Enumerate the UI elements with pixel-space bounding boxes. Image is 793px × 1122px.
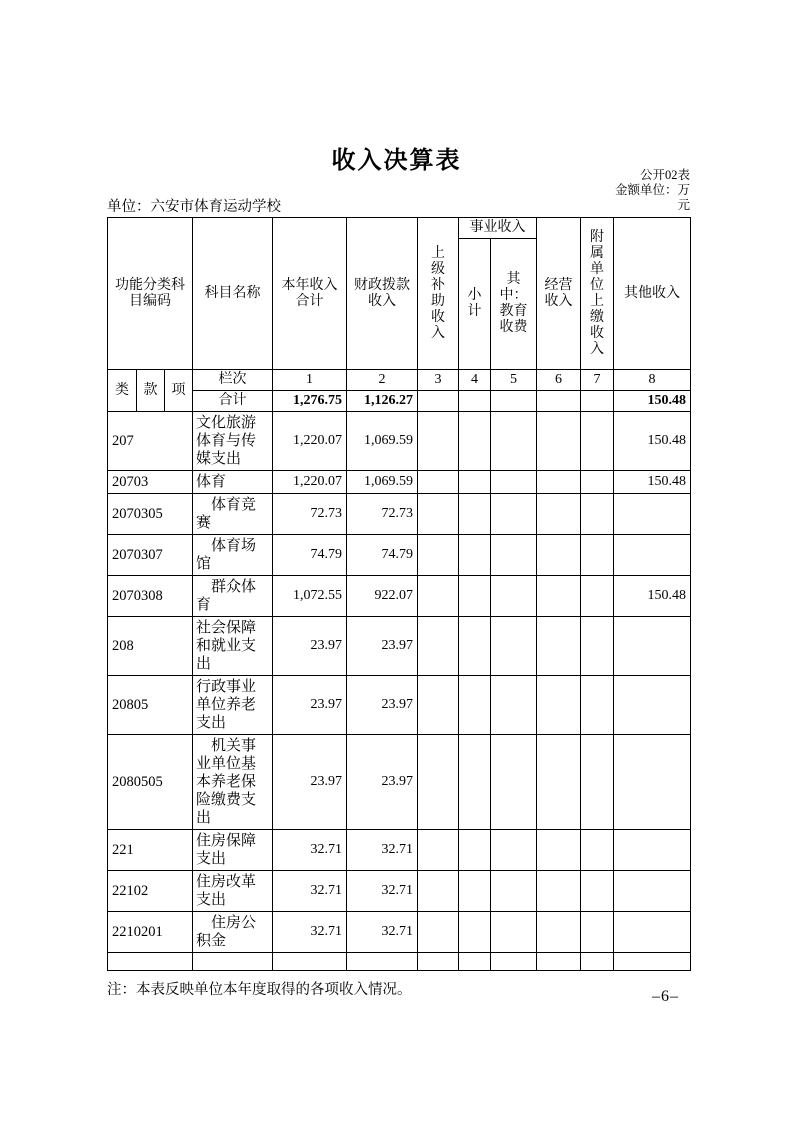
row-value-col-3 [418,830,459,871]
row-value-col-5 [491,535,537,576]
row-value-col-8 [614,735,691,830]
row-value-col-4 [459,617,491,676]
row-value-col-6 [537,735,581,830]
row-value-col-4 [459,953,491,971]
col-header-fiscal-appropriation: 财政拨款 收入 [347,218,418,370]
row-value-col-3 [418,412,459,471]
row-value-col-8 [614,494,691,535]
row-value-col-7 [581,735,614,830]
total-value-7 [581,391,614,412]
col-header-education-fee: 其 中： 教育 收费 [491,239,537,370]
table-row [108,735,691,830]
row-function-code: 221 [108,830,193,871]
row-value-col-4 [459,676,491,735]
row-value-col-5 [491,576,537,617]
total-value-6 [537,391,581,412]
row-subject-name [193,953,273,971]
table-row [108,871,691,912]
row-function-code: 2070307 [108,535,193,576]
row-value-col-1: 72.73 [273,494,347,535]
row-value-col-5 [491,830,537,871]
row-subject-name: 行政事业 单位养老 支出 [193,676,273,735]
row-value-col-5 [491,871,537,912]
table-row [108,676,691,735]
row-value-col-2: 922.07 [347,576,418,617]
row-value-col-6 [537,576,581,617]
row-value-col-7 [581,494,614,535]
total-row-label: 合计 [193,391,273,412]
row-value-col-1: 1,072.55 [273,576,347,617]
row-value-col-8 [614,830,691,871]
col-header-class: 类 [108,370,137,412]
row-value-col-6 [537,830,581,871]
row-subject-name: 体育竞 赛 [193,494,273,535]
row-subject-name: 社会保障 和就业支 出 [193,617,273,676]
row-function-code: 22102 [108,871,193,912]
row-value-col-8 [614,676,691,735]
row-value-col-4 [459,912,491,953]
table-area [107,198,690,999]
amount-unit-label-wrap: 元 [677,198,690,212]
col-header-operating-income: 经营 收入 [537,218,581,370]
row-value-col-5 [491,676,537,735]
row-value-col-2: 23.97 [347,676,418,735]
row-value-col-4 [459,576,491,617]
table-row [108,617,691,676]
column-index-6: 6 [537,370,581,391]
grand-total-row [108,391,691,412]
row-value-col-7 [581,412,614,471]
row-value-col-7 [581,871,614,912]
form-code-label: 公开02表 [639,168,690,182]
row-value-col-8 [614,871,691,912]
total-value-8: 150.48 [614,391,691,412]
col-header-section: 款 [137,370,165,412]
row-value-col-2: 1,069.59 [347,412,418,471]
row-value-col-7 [581,676,614,735]
row-value-col-1: 32.71 [273,830,347,871]
total-value-5 [491,391,537,412]
row-value-col-3 [418,953,459,971]
row-value-col-1: 1,220.07 [273,471,347,494]
row-value-col-4 [459,735,491,830]
row-subject-name: 体育场 馆 [193,535,273,576]
row-function-code: 2070305 [108,494,193,535]
total-value-2: 1,126.27 [347,391,418,412]
row-value-col-5 [491,735,537,830]
row-value-col-4 [459,830,491,871]
column-index-3: 3 [418,370,459,391]
row-value-col-5 [491,494,537,535]
row-value-col-6 [537,676,581,735]
table-row [108,412,691,471]
row-value-col-3 [418,871,459,912]
col-header-affiliated-unit-income: 附 属 单 位 上 缴 收 入 [581,218,614,370]
row-value-col-6 [537,471,581,494]
total-value-4 [459,391,491,412]
row-value-col-1: 32.71 [273,912,347,953]
row-value-col-8 [614,953,691,971]
unit-label: 单位：六安市体育运动学校 [107,199,281,215]
row-value-col-1: 23.97 [273,617,347,676]
table-row [108,471,691,494]
row-value-col-2: 32.71 [347,830,418,871]
row-subject-name: 机关事 业单位基 本养老保 险缴费支 出 [193,735,273,830]
column-index-1: 1 [273,370,347,391]
col-header-business-income: 事业收入 [459,218,537,239]
row-value-col-7 [581,576,614,617]
table-row [108,494,691,535]
column-index-8: 8 [614,370,691,391]
row-value-col-3 [418,535,459,576]
row-value-col-3 [418,494,459,535]
table-row [108,535,691,576]
row-value-col-4 [459,871,491,912]
column-index-7: 7 [581,370,614,391]
row-value-col-4 [459,412,491,471]
row-subject-name: 文化旅游 体育与传 媒支出 [193,412,273,471]
row-function-code: 208 [108,617,193,676]
row-value-col-2: 1,069.59 [347,471,418,494]
table-note: 注：本表反映单位本年度取得的各项收入情况。 [107,982,412,998]
row-value-col-8 [614,617,691,676]
row-value-col-6 [537,494,581,535]
total-value-1: 1,276.75 [273,391,347,412]
row-value-col-7 [581,535,614,576]
row-value-col-7 [581,617,614,676]
row-value-col-5 [491,912,537,953]
row-value-col-1: 32.71 [273,871,347,912]
header-row-1 [108,218,691,239]
col-header-subtotal: 小 计 [459,239,491,370]
col-header-subject-name: 科目名称 [193,218,273,370]
row-function-code: 2080505 [108,735,193,830]
column-index-2: 2 [347,370,418,391]
row-value-col-6 [537,912,581,953]
table-row [108,912,691,953]
row-subject-name: 住房改革 支出 [193,871,273,912]
income-statement-table [107,217,691,971]
row-value-col-6 [537,953,581,971]
row-function-code: 2070308 [108,576,193,617]
row-value-col-8: 150.48 [614,576,691,617]
row-value-col-5 [491,471,537,494]
row-value-col-7 [581,953,614,971]
row-value-col-6 [537,412,581,471]
row-subject-name: 住房公 积金 [193,912,273,953]
row-value-col-2: 23.97 [347,735,418,830]
row-value-col-5 [491,412,537,471]
total-value-3 [418,391,459,412]
row-value-col-3 [418,735,459,830]
col-header-function-code: 功能分类科 目编码 [108,218,193,370]
row-function-code: 20805 [108,676,193,735]
row-value-col-6 [537,617,581,676]
row-value-col-2 [347,953,418,971]
row-value-col-4 [459,494,491,535]
row-value-col-6 [537,871,581,912]
row-value-col-1: 23.97 [273,735,347,830]
row-value-col-4 [459,535,491,576]
col-header-superior-subsidy: 上 级 补 助 收 入 [418,218,459,370]
row-value-col-7 [581,912,614,953]
table-row [108,576,691,617]
row-value-col-5 [491,953,537,971]
row-value-col-3 [418,617,459,676]
row-value-col-2: 32.71 [347,912,418,953]
row-subject-name: 住房保障 支出 [193,830,273,871]
row-value-col-8 [614,535,691,576]
row-value-col-2: 74.79 [347,535,418,576]
row-function-code [108,953,193,971]
column-index-5: 5 [491,370,537,391]
amount-unit-label: 金额单位：万 [614,183,690,197]
row-value-col-1: 1,220.07 [273,412,347,471]
row-value-col-3 [418,471,459,494]
col-header-item: 项 [165,370,193,412]
column-index-4: 4 [459,370,491,391]
row-subject-name: 体育 [193,471,273,494]
row-value-col-7 [581,830,614,871]
row-function-code: 20703 [108,471,193,494]
row-value-col-8 [614,912,691,953]
row-value-col-8: 150.48 [614,412,691,471]
row-value-col-3 [418,912,459,953]
row-value-col-1: 23.97 [273,676,347,735]
row-value-col-8: 150.48 [614,471,691,494]
row-value-col-2: 32.71 [347,871,418,912]
row-value-col-1: 74.79 [273,535,347,576]
col-header-other-income: 其他收入 [614,218,691,370]
row-function-code: 2210201 [108,912,193,953]
row-value-col-3 [418,676,459,735]
row-value-col-1 [273,953,347,971]
column-index-row [108,370,691,391]
col-header-annual-income-total: 本年收入 合计 [273,218,347,370]
row-value-col-2: 23.97 [347,617,418,676]
column-index-label: 栏次 [193,370,273,391]
row-value-col-6 [537,535,581,576]
page-number: –6– [652,988,679,1005]
table-row-empty [108,953,691,971]
row-function-code: 207 [108,412,193,471]
row-value-col-5 [491,617,537,676]
page-title: 收入决算表 [331,147,462,174]
row-value-col-3 [418,576,459,617]
row-subject-name: 群众体 育 [193,576,273,617]
row-value-col-2: 72.73 [347,494,418,535]
row-value-col-7 [581,471,614,494]
row-value-col-4 [459,471,491,494]
table-row [108,830,691,871]
